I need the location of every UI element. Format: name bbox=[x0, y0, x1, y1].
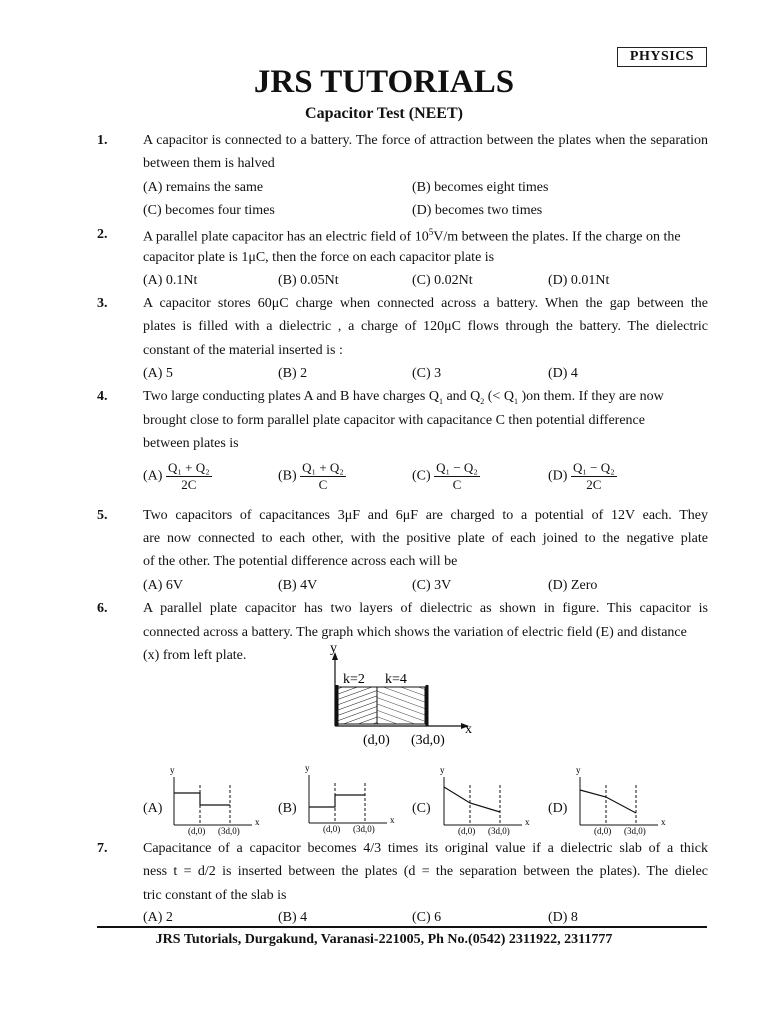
q2-option-b: (B) 0.05Nt bbox=[278, 273, 339, 288]
q5-option-d: (D) Zero bbox=[548, 578, 598, 593]
q4-option-c-numerator: Q₁ − Q₂ bbox=[436, 460, 478, 475]
graph-c-curve bbox=[444, 787, 500, 812]
q4-sub3: 1 bbox=[513, 396, 518, 406]
footer-address: JRS Tutorials, Durgakund, Varanasi-221005, Ph No.(0542) 2311922, 2311777 bbox=[155, 932, 613, 947]
graph-b-x: x bbox=[390, 815, 395, 825]
q6-option-d-label: (D) bbox=[548, 801, 568, 816]
q1-option-a: (A) remains the same bbox=[143, 180, 264, 195]
fig-dielectric-k2 bbox=[337, 687, 377, 724]
q6-text-line3: (x) from left plate. bbox=[143, 648, 247, 663]
q6-text-line1: A parallel plate capacitor has two layers of dielectric as shown in figure. This capacitor is bbox=[143, 601, 708, 616]
q2-option-d: (D) 0.01Nt bbox=[548, 273, 610, 288]
q7-option-b: (B) 4 bbox=[278, 910, 308, 925]
q6-text-line2: connected across a battery. The graph which shows the variation of electric field (E) and distance bbox=[143, 625, 687, 640]
q4-option-d-fraction bbox=[571, 460, 617, 493]
q6-capacitor-figure bbox=[325, 640, 485, 750]
q3-option-c: (C) 3 bbox=[412, 366, 442, 381]
q5-text-line2: are now connected to each other, with the positive plate of each joined to the negative plate bbox=[143, 531, 708, 546]
page-subtitle: Capacitor Test (NEET) bbox=[305, 105, 463, 122]
graph-a-x: x bbox=[255, 817, 260, 827]
q3-text-line2: plates is filled with a dielectric , a charge of 120μC flows through the battery. The dielectric bbox=[143, 319, 708, 334]
q5-text-line3: of the other. The potential difference across each will be bbox=[143, 554, 458, 569]
graph-b-y: y bbox=[305, 763, 310, 773]
q7-text-line2: ness t = d/2 is inserted between the plates (d = the separation between the plates). The dielec bbox=[143, 864, 708, 879]
q4-sub1: 1 bbox=[438, 396, 443, 406]
q3-number: 3. bbox=[97, 296, 108, 311]
q1-option-b: (B) becomes eight times bbox=[412, 180, 549, 195]
q4-option-a-fraction bbox=[166, 460, 212, 493]
q3-text-line1: A capacitor stores 60μC charge when connected across a battery. When the gap between the bbox=[143, 296, 708, 311]
fig-point-d: (d,0) bbox=[363, 733, 390, 748]
q2-text-line1-post: V/m between the plates. If the charge on the bbox=[433, 229, 681, 245]
q7-text-line1: Capacitance of a capacitor becomes 4/3 times its original value if a dielectric slab of a thick bbox=[143, 841, 708, 856]
q6-number: 6. bbox=[97, 601, 108, 616]
q1-text-line1: A capacitor is connected to a battery. The force of attraction between the plates when the separation bbox=[143, 133, 708, 148]
q7-number: 7. bbox=[97, 841, 108, 856]
q4-option-d-denominator: 2C bbox=[586, 477, 602, 492]
q6-graph-b bbox=[295, 758, 405, 836]
q4-option-b-numerator: Q₁ + Q₂ bbox=[302, 460, 344, 475]
graph-a-curve bbox=[174, 793, 230, 805]
q6-graph-c bbox=[430, 760, 540, 838]
graph-c-point-3d: (3d,0) bbox=[488, 826, 510, 836]
q6-graph-d bbox=[566, 760, 676, 838]
graph-c-point-d: (d,0) bbox=[458, 826, 476, 836]
q2-text-line1-pre: A parallel plate capacitor has an electric field of 10 bbox=[143, 229, 429, 245]
graph-a-point-d: (d,0) bbox=[188, 826, 206, 836]
graph-d-y: y bbox=[576, 765, 581, 775]
q4-option-b-denominator: C bbox=[318, 477, 328, 492]
q4-sub2: 2 bbox=[480, 396, 485, 406]
q4-option-a-numerator: Q₁ + Q₂ bbox=[167, 460, 210, 475]
graph-c-y: y bbox=[440, 765, 445, 775]
q4-option-c bbox=[412, 460, 480, 493]
q4-line1-b: and Q bbox=[442, 389, 481, 404]
fig-y-label: y bbox=[330, 641, 337, 656]
q1-option-d: (D) becomes two times bbox=[412, 203, 543, 218]
q4-option-d bbox=[548, 460, 617, 493]
graph-a-y: y bbox=[170, 765, 175, 775]
q4-option-b-fraction bbox=[300, 460, 346, 493]
q4-text-line3: between plates is bbox=[143, 436, 239, 451]
graph-b-point-3d: (3d,0) bbox=[353, 824, 375, 834]
subject-badge: PHYSICS bbox=[617, 47, 707, 67]
q7-option-a: (A) 2 bbox=[143, 910, 173, 925]
q6-graph-a bbox=[160, 760, 270, 838]
q5-option-b: (B) 4V bbox=[278, 578, 318, 593]
q4-line1-a: Two large conducting plates A and B have charges Q bbox=[143, 389, 439, 404]
graph-d-curve bbox=[580, 790, 636, 813]
q4-line1-c: (< Q bbox=[484, 389, 514, 404]
q4-option-c-denominator: C bbox=[452, 477, 462, 492]
page-title: JRS TUTORIALS bbox=[253, 64, 515, 100]
q4-option-d-numerator: Q₁ − Q₂ bbox=[572, 460, 615, 475]
graph-b-curve bbox=[309, 795, 365, 807]
q2-exponent: 5 bbox=[428, 227, 434, 237]
q6-option-a-label: (A) bbox=[143, 801, 163, 816]
q4-option-b bbox=[278, 460, 346, 493]
graph-b-point-d: (d,0) bbox=[323, 824, 341, 834]
q4-text-line1 bbox=[143, 389, 708, 406]
q2-option-a: (A) 0.1Nt bbox=[143, 273, 198, 288]
fig-dielectric-k4 bbox=[377, 687, 425, 724]
fig-k1-label: k=2 bbox=[343, 672, 365, 687]
q5-text-line1: Two capacitors of capacitances 3μF and 6μF are charged to a potential of 12V each. They bbox=[143, 508, 708, 523]
q7-text-line3: tric constant of the slab is bbox=[143, 888, 287, 903]
q4-option-a-label: (A) bbox=[143, 468, 163, 484]
graph-d-point-3d: (3d,0) bbox=[624, 826, 646, 836]
q6-option-b-label: (B) bbox=[278, 801, 297, 816]
q4-option-c-fraction bbox=[434, 460, 480, 493]
q4-line1-d: )on them. If they are now bbox=[517, 389, 664, 404]
q4-option-a-denominator: 2C bbox=[181, 477, 197, 492]
q4-text-line2: brought close to form parallel plate capacitor with capacitance C then potential difference bbox=[143, 413, 645, 428]
q4-option-c-label: (C) bbox=[412, 468, 431, 484]
q2-option-c: (C) 0.02Nt bbox=[412, 273, 473, 288]
graph-c-x: x bbox=[525, 817, 530, 827]
q5-number: 5. bbox=[97, 508, 108, 523]
graph-d-x: x bbox=[661, 817, 666, 827]
fig-x-label: x bbox=[465, 722, 472, 737]
q1-text-line2: between them is halved bbox=[143, 156, 275, 171]
q7-option-d: (D) 8 bbox=[548, 910, 578, 925]
q4-number: 4. bbox=[97, 389, 108, 404]
q5-option-a: (A) 6V bbox=[143, 578, 184, 593]
q2-text-line1 bbox=[143, 227, 708, 246]
fig-point-3d: (3d,0) bbox=[411, 733, 445, 748]
q3-option-b: (B) 2 bbox=[278, 366, 308, 381]
q3-option-a: (A) 5 bbox=[143, 366, 173, 381]
q3-option-d: (D) 4 bbox=[548, 366, 578, 381]
q4-option-a bbox=[143, 460, 212, 493]
graph-a-point-3d: (3d,0) bbox=[218, 826, 240, 836]
q3-text-line3: constant of the material inserted is : bbox=[143, 343, 343, 358]
q6-option-c-label: (C) bbox=[412, 801, 431, 816]
q2-number: 2. bbox=[97, 227, 108, 242]
q1-number: 1. bbox=[97, 133, 108, 148]
q7-option-c: (C) 6 bbox=[412, 910, 442, 925]
footer-divider bbox=[97, 926, 707, 928]
q5-option-c: (C) 3V bbox=[412, 578, 452, 593]
q4-option-b-label: (B) bbox=[278, 468, 297, 484]
fig-k2-label: k=4 bbox=[385, 672, 407, 687]
q1-option-c: (C) becomes four times bbox=[143, 203, 275, 218]
q4-option-d-label: (D) bbox=[548, 468, 568, 484]
q2-text-line2: capacitor plate is 1μC, then the force on each capacitor plate is bbox=[143, 250, 495, 265]
graph-d-point-d: (d,0) bbox=[594, 826, 612, 836]
